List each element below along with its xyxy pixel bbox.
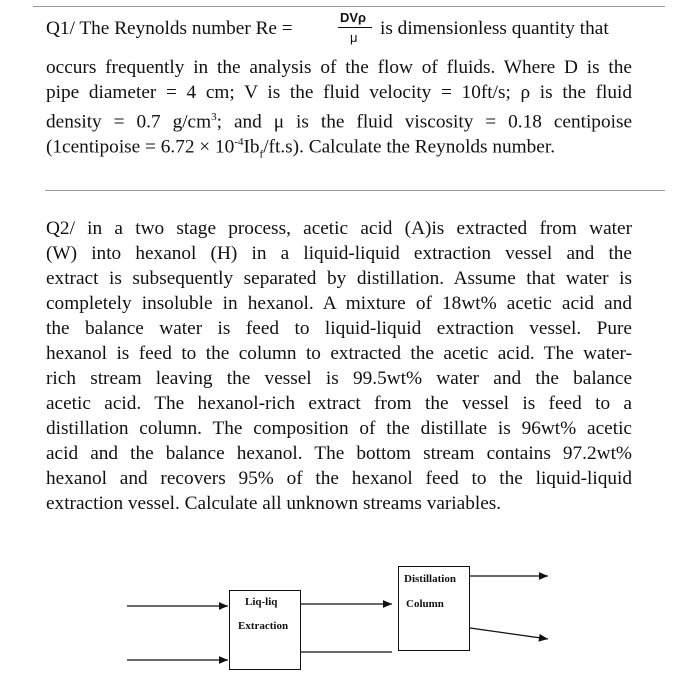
q1-line-3: pipe diameter = 4 cm; V is the fluid velocity = 10ft/s; ρ is the fluid xyxy=(46,82,632,103)
extraction-label-1: Liq-liq xyxy=(245,596,278,608)
q2-line: distillation column. The composition of the distillate is 96wt% acetic xyxy=(46,418,632,439)
q2-line: acid and the balance hexanol. The bottom stream contains 97.2wt% xyxy=(46,443,632,464)
q2-line: rich stream leaving the vessel is 99.5wt% water and the balance xyxy=(46,368,632,389)
reynolds-fraction-numerator: DVρ xyxy=(340,10,367,25)
q2-line: completely insoluble in hexanol. A mixture of 18wt% acetic acid and xyxy=(46,293,632,314)
extraction-label-2: Extraction xyxy=(238,620,289,632)
q1-line1-b: is dimensionless quantity that xyxy=(380,18,609,39)
q1-line-2: occurs frequently in the analysis of the flow of fluids. Where D is the xyxy=(46,57,632,78)
bottoms-stream-arrow xyxy=(470,628,548,639)
q2-line: extract is subsequently separated by distillation. Assume that water is xyxy=(46,268,632,289)
q1-line1-a: Q1/ The Reynolds number Re = xyxy=(46,18,293,39)
q2-line: the balance water is feed to liquid-liquid extraction vessel. Pure xyxy=(46,318,632,339)
q2-line: acetic acid. The hexanol-rich extract from the vessel is feed to a xyxy=(46,393,632,414)
reynolds-fraction-denominator: μ xyxy=(350,30,358,45)
q2-line: Q2/ in a two stage process, acetic acid (A)is extracted from water xyxy=(46,218,632,239)
q2-line: (W) into hexanol (H) in a liquid-liquid extraction vessel and the xyxy=(46,243,632,264)
distillation-label-2: Column xyxy=(406,598,444,610)
q2-line: hexanol and recovers 95% of the hexanol feed to the liquid-liquid xyxy=(46,468,632,489)
q1-line-5: (1centipoise = $6.72 \times 10^{-4}Ib_f/ft.s$). Calculate the Reynolds number. xyxy=(46,136,556,161)
q2-line: hexanol is feed to the column to extracted the acetic acid. The water- xyxy=(46,343,632,364)
q2-line: extraction vessel. Calculate all unknown streams variables. xyxy=(46,493,502,514)
distillation-label-1: Distillation xyxy=(404,573,456,585)
q1-line-4: density = 0.7 $g/cm^3$; and μ is the fluid viscosity = 0.18 centipoise xyxy=(46,111,633,133)
